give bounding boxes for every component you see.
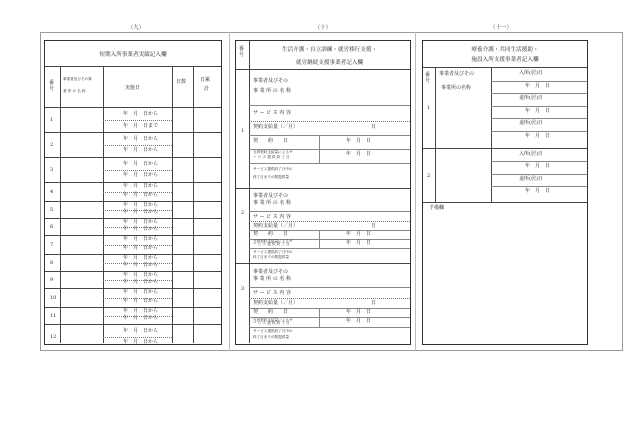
header-provider-name: 事業者及びその事 bbox=[63, 77, 92, 81]
field-contract-amount-label: 契約支給量（／月） bbox=[253, 124, 299, 130]
date-from-text: 年 月 日から bbox=[123, 279, 159, 285]
panel-daily-living-support bbox=[235, 40, 411, 345]
panel-title-line1: 生活介護・自立訓練・就労移行支援・ bbox=[281, 47, 378, 53]
field-provider-label: 事 業 所 の 名 称 bbox=[253, 275, 291, 282]
header-number: 番号 bbox=[239, 46, 245, 58]
rule-line bbox=[103, 227, 172, 228]
panel-title-line2: 就労継続支援事業者記入欄 bbox=[295, 60, 364, 66]
date-value: 年 月 日 bbox=[525, 187, 551, 194]
field-provider-label: 事業者及びその bbox=[253, 78, 289, 84]
rule-line bbox=[45, 107, 221, 108]
rule-line bbox=[491, 106, 587, 107]
entry-number: 1 bbox=[241, 128, 245, 134]
discharge-date-label: 退所(居)日 bbox=[519, 175, 543, 182]
rule-line bbox=[103, 245, 172, 246]
field-service-end-label: サービス提供終了月中の bbox=[253, 329, 293, 334]
field-service-end-label: サービス提供終了月中の bbox=[253, 167, 293, 171]
day-mark: 日 bbox=[371, 222, 377, 229]
rule-line bbox=[103, 192, 172, 193]
field-provider-label: 事 業 所 の 名 称 bbox=[253, 199, 291, 206]
header-provider-name: 業 所 の 名 称 bbox=[63, 89, 86, 93]
panel-title-line1: 療養介護・共同生活援助・ bbox=[471, 47, 539, 53]
rule-line bbox=[249, 211, 410, 212]
date-value: 年 月 日 bbox=[525, 163, 551, 170]
rule-line bbox=[103, 337, 172, 338]
date-from-text: 年 月 日から bbox=[123, 202, 159, 208]
field-provider-label: 事業者及びその bbox=[253, 193, 289, 200]
rule-line bbox=[491, 81, 587, 82]
rule-line bbox=[236, 69, 410, 70]
rule-line bbox=[423, 67, 587, 68]
rule-line bbox=[249, 105, 410, 106]
date-from-text: 年 月 日から bbox=[123, 192, 159, 198]
header-number: 番号 bbox=[425, 72, 431, 84]
column-line bbox=[172, 66, 173, 343]
row-number: 9 bbox=[50, 276, 54, 283]
rule-line bbox=[491, 161, 587, 162]
date-value: 年 月 日 bbox=[346, 318, 372, 325]
field-provision-end-label: 当該契約支給量によるサ bbox=[253, 150, 293, 154]
rule-line bbox=[491, 174, 587, 175]
rule-line bbox=[249, 287, 410, 288]
rule-line bbox=[103, 145, 172, 146]
rule-line bbox=[249, 327, 410, 328]
field-provision-end-label: 当該契約支給量によるサ bbox=[253, 239, 293, 244]
row-number: 7 bbox=[50, 241, 54, 248]
date-from-text: 年 月 日から bbox=[123, 111, 159, 117]
rule-line bbox=[423, 148, 587, 149]
rule-line bbox=[103, 298, 172, 299]
field-contract-date-label: 契 約 日 bbox=[253, 231, 289, 238]
field-contract-date-label: 契 約 日 bbox=[253, 309, 289, 316]
field-contract-amount-label: 契約支給量（／月） bbox=[253, 299, 299, 306]
field-service-label: サ ー ビ ス 内 容 bbox=[253, 213, 291, 220]
field-service-label: サ ー ビ ス 内 容 bbox=[253, 110, 291, 116]
date-from-text: 年 月 日から bbox=[123, 147, 159, 153]
discharge-date-label: 退所(居)日 bbox=[519, 95, 543, 101]
rule-line bbox=[103, 170, 172, 171]
date-from-text: 年 月 日から bbox=[123, 183, 159, 189]
column-line bbox=[319, 308, 320, 327]
date-from-text: 年 月 日から bbox=[123, 289, 159, 295]
rule-line bbox=[249, 135, 410, 136]
date-from-text: 年 月 日から bbox=[123, 262, 159, 268]
date-from-text: 年 月 日から bbox=[123, 308, 159, 314]
date-value: 年 月 日 bbox=[525, 132, 551, 139]
field-contract-date-label: 契 約 日 bbox=[253, 138, 289, 144]
date-from-text: 年 月 日から bbox=[123, 236, 159, 242]
field-provision-end-label: ー ビ ス 提 供 終 了 日 bbox=[253, 155, 290, 159]
column-line bbox=[60, 66, 61, 343]
date-from-text: 年 月 日から bbox=[123, 255, 159, 261]
date-from-text: 年 月 日から bbox=[123, 226, 159, 232]
admission-date-label: 入所(居)日 bbox=[519, 70, 543, 76]
column-line bbox=[193, 66, 194, 343]
rule-line bbox=[45, 324, 221, 325]
rule-line bbox=[423, 202, 587, 203]
panel-residential-support bbox=[422, 40, 588, 345]
row-number: 4 bbox=[50, 188, 54, 195]
admission-date-label: 入所(居)日 bbox=[519, 151, 543, 157]
entry-number: 1 bbox=[427, 104, 431, 111]
header-provider-name: 事業所の名称 bbox=[441, 85, 472, 91]
field-contract-amount-label: 契約支給量（／月） bbox=[253, 222, 299, 229]
header-cumulative-total: 計 bbox=[204, 86, 210, 92]
panel-divider bbox=[229, 32, 230, 351]
field-provider-label: 事業者及びその bbox=[253, 268, 289, 275]
row-number: 10 bbox=[50, 294, 57, 301]
rule-line bbox=[491, 186, 587, 187]
field-provision-end-label: ー ビ ス 提 供 終 了 日 bbox=[253, 242, 290, 247]
rule-line bbox=[249, 121, 410, 122]
rule-line bbox=[45, 157, 221, 158]
row-number: 11 bbox=[50, 312, 57, 319]
column-line bbox=[319, 135, 320, 163]
field-service-label: サ ー ビ ス 内 容 bbox=[253, 290, 291, 297]
page-label-10: （十） bbox=[314, 25, 332, 31]
rule-line bbox=[103, 316, 172, 317]
date-from-text: 年 月 日から bbox=[123, 339, 159, 345]
date-from-text: 年 月 日から bbox=[123, 136, 159, 142]
header-number: 番号 bbox=[49, 80, 55, 92]
rule-line bbox=[103, 263, 172, 264]
rule-line bbox=[249, 163, 410, 164]
date-value: 年 月 日 bbox=[346, 231, 372, 238]
rule-line bbox=[491, 93, 587, 94]
date-from-text: 年 月 日から bbox=[123, 315, 159, 321]
date-value: 年 月 日 bbox=[346, 151, 372, 157]
column-line bbox=[435, 67, 436, 202]
date-from-text: 年 月 日から bbox=[123, 328, 159, 334]
discharge-date-label: 退所(居)日 bbox=[519, 120, 543, 126]
field-provider-label: 事 業 所 の 名 称 bbox=[253, 88, 291, 94]
column-line bbox=[319, 230, 320, 248]
row-number: 12 bbox=[50, 333, 57, 340]
notes-label: 予備欄 bbox=[429, 205, 445, 211]
rule-line bbox=[236, 188, 410, 189]
row-number: 3 bbox=[50, 166, 54, 173]
page-label-9: （九） bbox=[127, 25, 145, 31]
row-number: 5 bbox=[50, 206, 54, 213]
field-provision-end-label: ー ビ ス 提 供 終 了 日 bbox=[253, 320, 290, 325]
date-value: 年 月 日 bbox=[346, 138, 372, 144]
day-mark: 日 bbox=[371, 124, 377, 130]
column-line bbox=[491, 67, 492, 202]
date-from-text: 年 月 日から bbox=[123, 245, 159, 251]
row-number: 6 bbox=[50, 223, 54, 230]
entry-number: 2 bbox=[427, 172, 431, 179]
panel-title: 短期入所事業者実績記入欄 bbox=[99, 52, 167, 58]
entry-number: 3 bbox=[241, 286, 245, 293]
date-from-text: 年 月 日から bbox=[123, 298, 159, 304]
panel-short-term-stay bbox=[44, 40, 222, 345]
date-value: 年 月 日 bbox=[346, 239, 372, 246]
panel-title-line2: 施設入所支援事業者記入欄 bbox=[471, 57, 539, 63]
date-value: 年 月 日 bbox=[346, 309, 372, 316]
date-value: 年 月 日 bbox=[525, 107, 551, 114]
rule-line bbox=[236, 263, 410, 264]
column-line bbox=[103, 66, 104, 343]
rule-line bbox=[491, 131, 587, 132]
rule-line bbox=[491, 118, 587, 119]
header-cumulative-total: 日累 bbox=[200, 77, 211, 83]
date-until-text: 年 月 日まで bbox=[123, 123, 159, 129]
rule-line bbox=[103, 120, 172, 121]
date-from-text: 年 月 日から bbox=[123, 161, 159, 167]
page-label-11: （十一） bbox=[489, 25, 512, 31]
rule-line bbox=[249, 248, 410, 249]
field-service-end-label: 終了日までの既提供量 bbox=[253, 334, 289, 339]
header-days: 日数 bbox=[176, 79, 187, 85]
rule-line bbox=[45, 132, 221, 133]
rule-line bbox=[103, 210, 172, 211]
row-number: 1 bbox=[50, 116, 54, 123]
field-service-end-label: 終了日までの既提供量 bbox=[253, 175, 289, 179]
panel-divider bbox=[415, 32, 416, 351]
rule-line bbox=[45, 66, 221, 67]
date-from-text: 年 月 日から bbox=[123, 272, 159, 278]
day-mark: 日 bbox=[371, 299, 377, 306]
date-from-text: 年 月 日から bbox=[123, 219, 159, 225]
date-from-text: 年 月 日から bbox=[123, 209, 159, 215]
rule-line bbox=[103, 280, 172, 281]
date-value: 年 月 日 bbox=[525, 82, 551, 89]
field-service-end-label: サービス提供終了月中の bbox=[253, 249, 293, 254]
header-provider-name: 事業者及びその bbox=[439, 71, 475, 77]
field-service-end-label: 終了日までの既提供量 bbox=[253, 255, 289, 259]
row-number: 8 bbox=[50, 259, 54, 266]
entry-number: 2 bbox=[241, 209, 245, 216]
date-from-text: 年 月 日から bbox=[123, 172, 159, 178]
row-number: 2 bbox=[50, 141, 54, 148]
rule-line bbox=[249, 221, 410, 222]
field-provision-end-label: 当該契約支給量によるサ bbox=[253, 317, 293, 322]
header-implementation-date: 実施日 bbox=[125, 85, 141, 91]
